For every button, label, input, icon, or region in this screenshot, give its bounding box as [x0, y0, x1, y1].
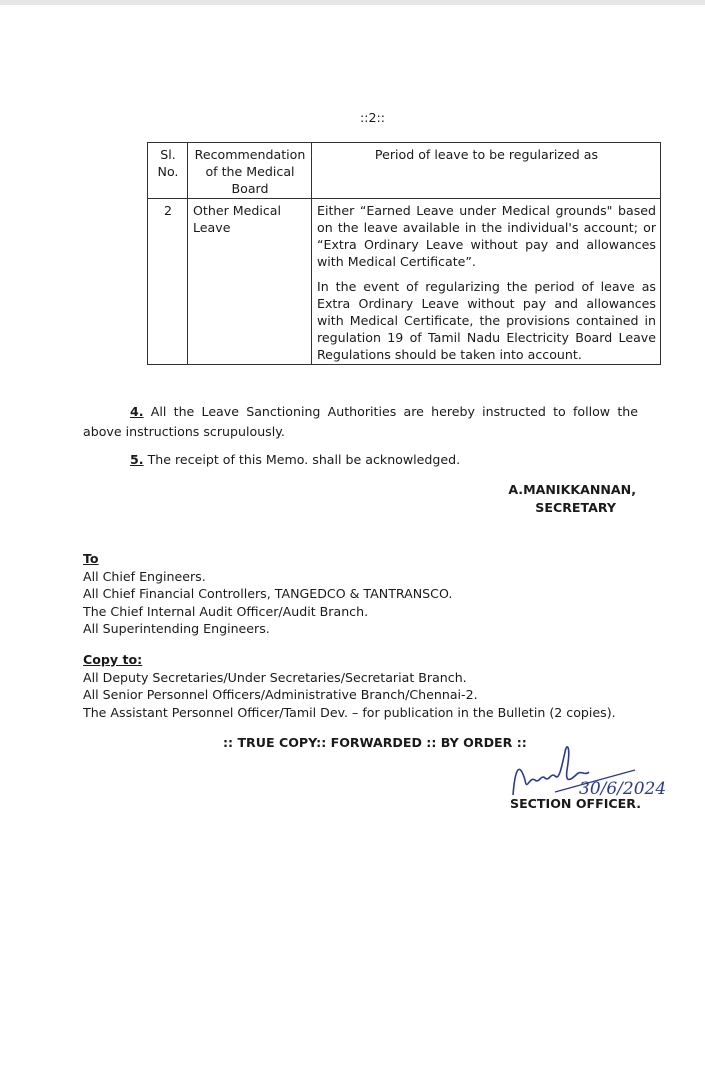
- paragraph-number: 5.: [130, 452, 144, 467]
- header-recommendation: Recommendation of the Medical Board: [188, 143, 312, 199]
- to-section: [83, 550, 452, 638]
- period-text-2: In the event of regularizing the period of leave as Extra Ordinary Leave without pay and allowances with Medical Certificate, the provisions contained in regulation 19 of Tamil Nadu Electricity Board Leave Regulations should be taken into account.: [317, 279, 656, 362]
- paragraph-5: [83, 450, 638, 470]
- top-bar: [0, 0, 705, 5]
- to-heading: To: [83, 551, 99, 566]
- table-row: [148, 199, 661, 365]
- cell-recommendation: Other Medical Leave: [188, 199, 312, 365]
- page-number: ::2::: [360, 110, 385, 125]
- period-text-1: Either “Earned Leave under Medical grounds" based on the leave available in the individual's account; or “Extra Ordinary Leave without pay and allowances with Medical Certificate”.: [317, 203, 656, 269]
- cell-period: [312, 199, 661, 365]
- copy-to-item: The Assistant Personnel Officer/Tamil Dev. – for publication in the Bulletin (2 copies).: [83, 704, 616, 720]
- paragraph-number: 4.: [130, 404, 144, 419]
- to-item: All Superintending Engineers.: [83, 621, 270, 636]
- to-item: The Chief Internal Audit Officer/Audit Branch.: [83, 603, 369, 619]
- section-officer-title: SECTION OFFICER.: [510, 796, 641, 811]
- paragraph-4: [83, 402, 638, 442]
- cell-sl-no: 2: [148, 199, 188, 365]
- to-item: All Chief Financial Controllers, TANGEDCO & TANTRANSCO.: [83, 586, 453, 601]
- signatory-block: [480, 481, 636, 517]
- signature-date: 30/6/2024: [579, 779, 667, 799]
- copy-to-item: All Senior Personnel Officers/Administrative Branch/Chennai-2.: [83, 687, 478, 702]
- forwarding-line: :: TRUE COPY:: FORWARDED :: BY ORDER ::: [223, 735, 527, 750]
- to-item: All Chief Engineers.: [83, 568, 206, 584]
- table-header-row: [148, 143, 661, 199]
- paragraph-text: The receipt of this Memo. shall be acknowledged.: [147, 452, 461, 467]
- copy-to-heading: Copy to:: [83, 652, 143, 667]
- header-sl-no: Sl. No.: [148, 143, 188, 199]
- signatory-title: SECRETARY: [535, 500, 616, 515]
- paragraph-text: All the Leave Sanctioning Authorities are hereby instructed to follow the above instructions scrupulously.: [83, 404, 638, 439]
- leave-table: [147, 142, 661, 365]
- copy-to-item: All Deputy Secretaries/Under Secretaries/Secretariat Branch.: [83, 669, 467, 685]
- header-period: Period of leave to be regularized as: [312, 143, 661, 199]
- copy-to-section: [83, 651, 616, 721]
- signatory-name: A.MANIKKANNAN,: [508, 482, 636, 497]
